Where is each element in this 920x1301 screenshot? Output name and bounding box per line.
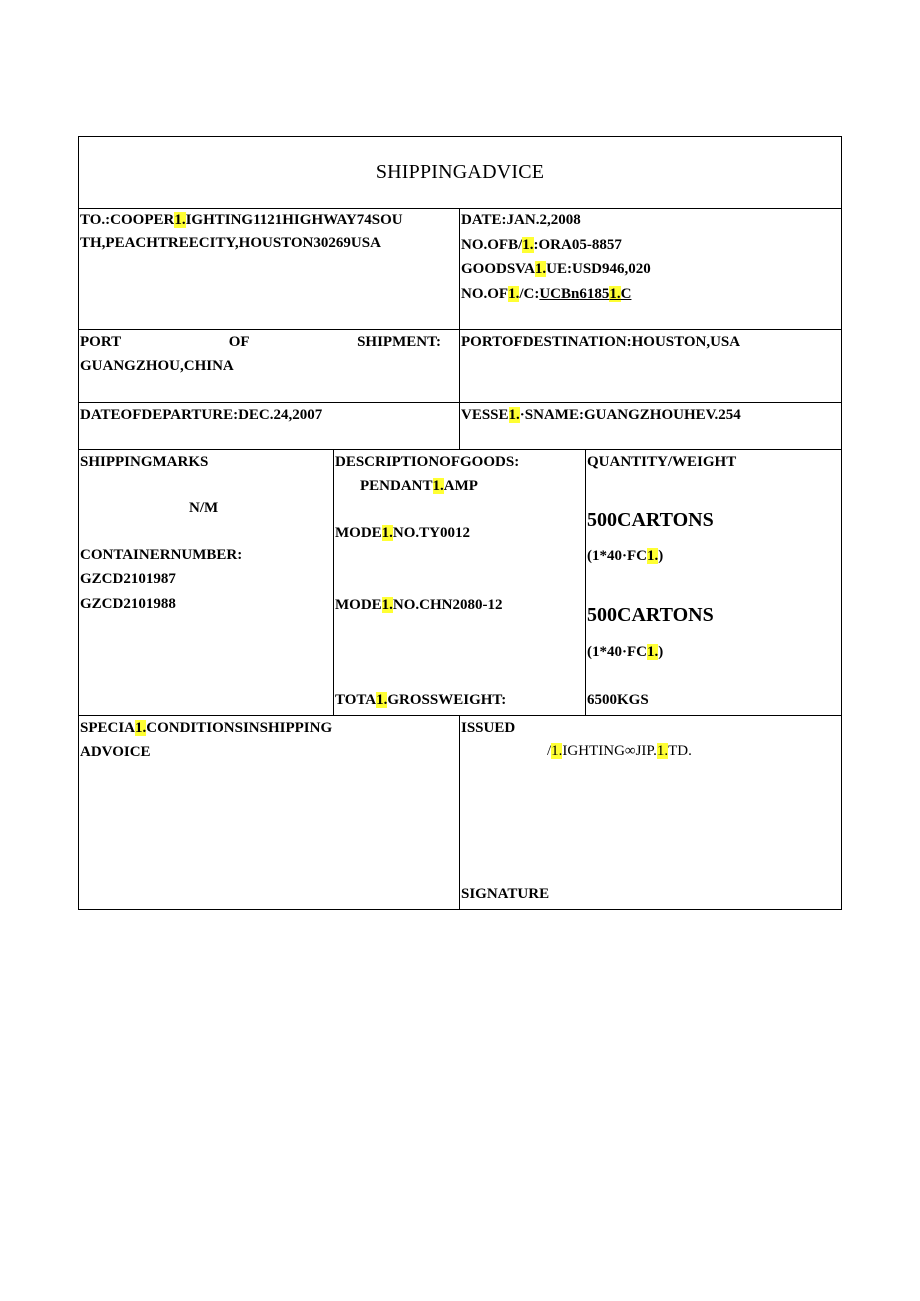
container-number-2: GZCD2101988 — [80, 596, 176, 612]
container-number-1: GZCD2101987 — [80, 571, 176, 587]
port-of-shipment-label: PORT OF SHIPMENT: — [80, 334, 441, 350]
shipping-advice-form — [78, 136, 842, 910]
quantity-1: 500CARTONS — [587, 509, 714, 531]
description-label: DESCRIPTIONOFGOODS: — [335, 454, 520, 470]
container-number-label: CONTAINERNUMBER: — [80, 547, 243, 563]
date-of-departure: DATEOFDEPARTURE:DEC.24,2007 — [80, 407, 323, 423]
special-conditions-cell — [79, 715, 459, 909]
date-field: DATE:JAN.2,2008 — [461, 212, 581, 228]
issued-label: ISSUED — [461, 720, 516, 736]
goods-description: PENDANT1.AMP — [360, 478, 478, 494]
consignee-line-1: TO.:COOPER1.IGHTING1121HIGHWAY74SOU — [80, 212, 403, 228]
vessel-cell — [459, 402, 841, 449]
lc-number: NO.OF1./C:UCBn61851.C — [461, 286, 632, 302]
gross-weight-value: 6500KGS — [587, 692, 649, 708]
consignee-cell — [79, 208, 459, 329]
consignee-line-2: TH,PEACHTREECITY,HOUSTON30269USA — [80, 235, 381, 251]
issued-cell — [459, 715, 841, 909]
document-title: SHIPPINGADVICE — [375, 161, 545, 183]
quantity-label: QUANTITY/WEIGHT — [587, 454, 737, 470]
shipping-marks-label: SHIPPINGMARKS — [80, 454, 209, 470]
special-conditions-label: SPECIA1.CONDITIONSINSHIPPING — [80, 720, 333, 736]
container-type-2: (1*40·FC1.) — [587, 644, 664, 660]
document-info-cell — [459, 208, 841, 329]
vessel-name: VESSE1.·SNAME:GUANGZHOUHEV.254 — [461, 407, 741, 423]
container-type-1: (1*40·FC1.) — [587, 548, 664, 564]
shipping-marks-cell — [79, 449, 333, 715]
port-of-destination: PORTOFDESTINATION:HOUSTON,USA — [461, 334, 741, 350]
quantity-2: 500CARTONS — [587, 604, 714, 626]
port-of-destination-cell — [459, 329, 841, 402]
signature-label: SIGNATURE — [461, 886, 550, 902]
quantity-cell — [585, 449, 841, 715]
bill-of-lading-number: NO.OFB/1.:ORA05-8857 — [461, 237, 622, 253]
title-row — [79, 137, 841, 208]
issuer-company: /1.IGHTING∞JIP.1.TD. — [547, 743, 692, 759]
port-of-shipment-value: GUANGZHOU,CHINA — [80, 358, 234, 374]
goods-value: GOODSVA1.UE:USD946,020 — [461, 261, 651, 277]
port-of-shipment-cell — [79, 329, 459, 402]
shipping-marks-value: N/M — [189, 500, 219, 516]
model-number-1: MODE1.NO.TY0012 — [335, 525, 471, 541]
departure-cell — [79, 402, 459, 449]
description-cell — [333, 449, 585, 715]
gross-weight-label: TOTA1.GROSSWEIGHT: — [335, 692, 507, 708]
special-conditions-label-2: ADVOICE — [80, 744, 151, 760]
model-number-2: MODE1.NO.CHN2080-12 — [335, 597, 503, 613]
